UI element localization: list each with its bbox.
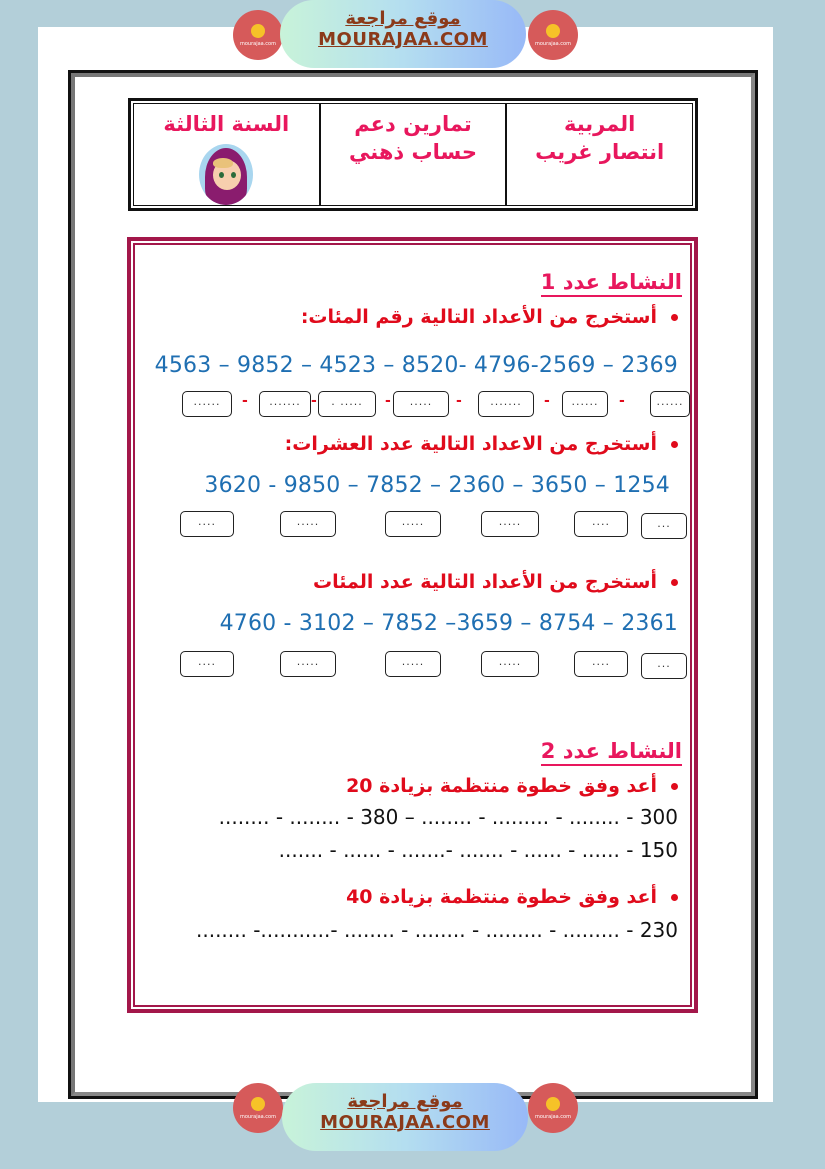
activity2-q1-instruction: أعد وفق خطوة منتظمة بزيادة 20 bbox=[346, 774, 678, 798]
site-badge-right-bottom bbox=[528, 1083, 578, 1133]
bullet-icon bbox=[671, 894, 678, 901]
activity1-q2-instruction: أستخرج من الاعداد التالية عدد العشرات: bbox=[285, 432, 678, 456]
answer-box[interactable]: ..... bbox=[385, 511, 441, 537]
teacher-cell bbox=[505, 104, 692, 205]
activity1-q3-numbers: 4760 - 3102 – 7852 –3659 – 8754 – 2361 bbox=[219, 611, 678, 636]
answer-box[interactable]: ..... bbox=[393, 391, 449, 417]
site-name-arabic: موقع مراجعة bbox=[345, 8, 461, 29]
answer-box[interactable]: ... bbox=[641, 653, 687, 679]
worksheet-header bbox=[128, 98, 698, 211]
answer-box[interactable]: . ..... bbox=[318, 391, 376, 417]
bullet-icon bbox=[671, 783, 678, 790]
site-name-arabic: موقع مراجعة bbox=[347, 1091, 463, 1112]
teacher-name: انتصار غريب bbox=[535, 140, 665, 164]
site-domain: MOURAJAA.COM bbox=[318, 29, 488, 50]
activity2-title: النشاط عدد 2 bbox=[541, 738, 682, 766]
separator: - bbox=[311, 393, 317, 409]
activity2-q1-line1[interactable]: ........ - ........ - 380 – ........ - ......... - ........ - 300 bbox=[218, 805, 678, 829]
site-badge-left-bottom bbox=[233, 1083, 283, 1133]
answer-box[interactable]: ..... bbox=[481, 511, 539, 537]
badge-text: mourajaa.com bbox=[239, 40, 276, 47]
grade-cell bbox=[134, 104, 319, 205]
book-logo-icon bbox=[546, 24, 560, 38]
activity1-q2-numbers: 3620 - 9850 – 7852 – 2360 – 3650 – 1254 bbox=[204, 473, 670, 498]
site-domain: MOURAJAA.COM bbox=[320, 1112, 490, 1133]
book-logo-icon bbox=[546, 1097, 560, 1111]
answer-box[interactable]: .... bbox=[574, 511, 628, 537]
activity2-q1-line2[interactable]: ....... - ...... - .......- ....... - ...... - ...... - 150 bbox=[278, 838, 678, 862]
answer-box[interactable]: ....... bbox=[478, 391, 534, 417]
badge-text: mourajaa.com bbox=[239, 1113, 276, 1120]
subject-cell bbox=[319, 104, 506, 205]
bullet-icon bbox=[671, 579, 678, 586]
subject-line1: تمارين دعم bbox=[354, 112, 472, 136]
answer-box[interactable]: .... bbox=[180, 511, 234, 537]
answer-box[interactable]: ....... bbox=[259, 391, 311, 417]
grade-label: السنة الثالثة bbox=[163, 112, 290, 136]
answer-box[interactable]: ..... bbox=[280, 511, 336, 537]
teacher-label: المربية bbox=[563, 112, 636, 136]
book-logo-icon bbox=[251, 24, 265, 38]
girl-avatar-icon bbox=[199, 144, 253, 205]
answer-box[interactable]: ..... bbox=[280, 651, 336, 677]
answer-box[interactable]: ...... bbox=[650, 391, 690, 417]
site-banner-top[interactable] bbox=[280, 0, 526, 68]
answer-box[interactable]: ..... bbox=[481, 651, 539, 677]
answer-box[interactable]: .... bbox=[574, 651, 628, 677]
answer-box[interactable]: ...... bbox=[182, 391, 232, 417]
activity1-q3-instruction: أستخرج من الأعداد التالية عدد المئات bbox=[313, 570, 678, 594]
badge-text: mourajaa.com bbox=[534, 1113, 571, 1120]
badge-text: mourajaa.com bbox=[534, 40, 571, 47]
separator: - bbox=[456, 393, 462, 409]
bullet-icon bbox=[671, 314, 678, 321]
separator: - bbox=[385, 393, 391, 409]
separator: - bbox=[619, 393, 625, 409]
activities-box bbox=[127, 237, 698, 1013]
activity1-q1-instruction: أستخرج من الأعداد التالية رقم المئات: bbox=[301, 305, 678, 329]
activity1-q1-numbers: 4563 – 9852 – 4523 – 8520- 4796-2569 – 2369 bbox=[154, 353, 678, 378]
site-badge-left-top bbox=[233, 10, 283, 60]
separator: - bbox=[242, 393, 248, 409]
answer-box[interactable]: .... bbox=[180, 651, 234, 677]
activity2-q2-line1[interactable]: ........ -...........- ........ - ........ - ......... - ......... - 230 bbox=[196, 918, 678, 942]
activity1-title: النشاط عدد 1 bbox=[541, 269, 682, 297]
answer-box[interactable]: ... bbox=[641, 513, 687, 539]
site-badge-right-top bbox=[528, 10, 578, 60]
book-logo-icon bbox=[251, 1097, 265, 1111]
activity2-q2-instruction: أعد وفق خطوة منتظمة بزيادة 40 bbox=[346, 885, 678, 909]
site-banner-bottom[interactable] bbox=[282, 1083, 528, 1151]
answer-box[interactable]: ...... bbox=[562, 391, 608, 417]
answer-box[interactable]: ..... bbox=[385, 651, 441, 677]
subject-line2: حساب ذهني bbox=[349, 140, 477, 164]
bullet-icon bbox=[671, 441, 678, 448]
separator: - bbox=[544, 393, 550, 409]
